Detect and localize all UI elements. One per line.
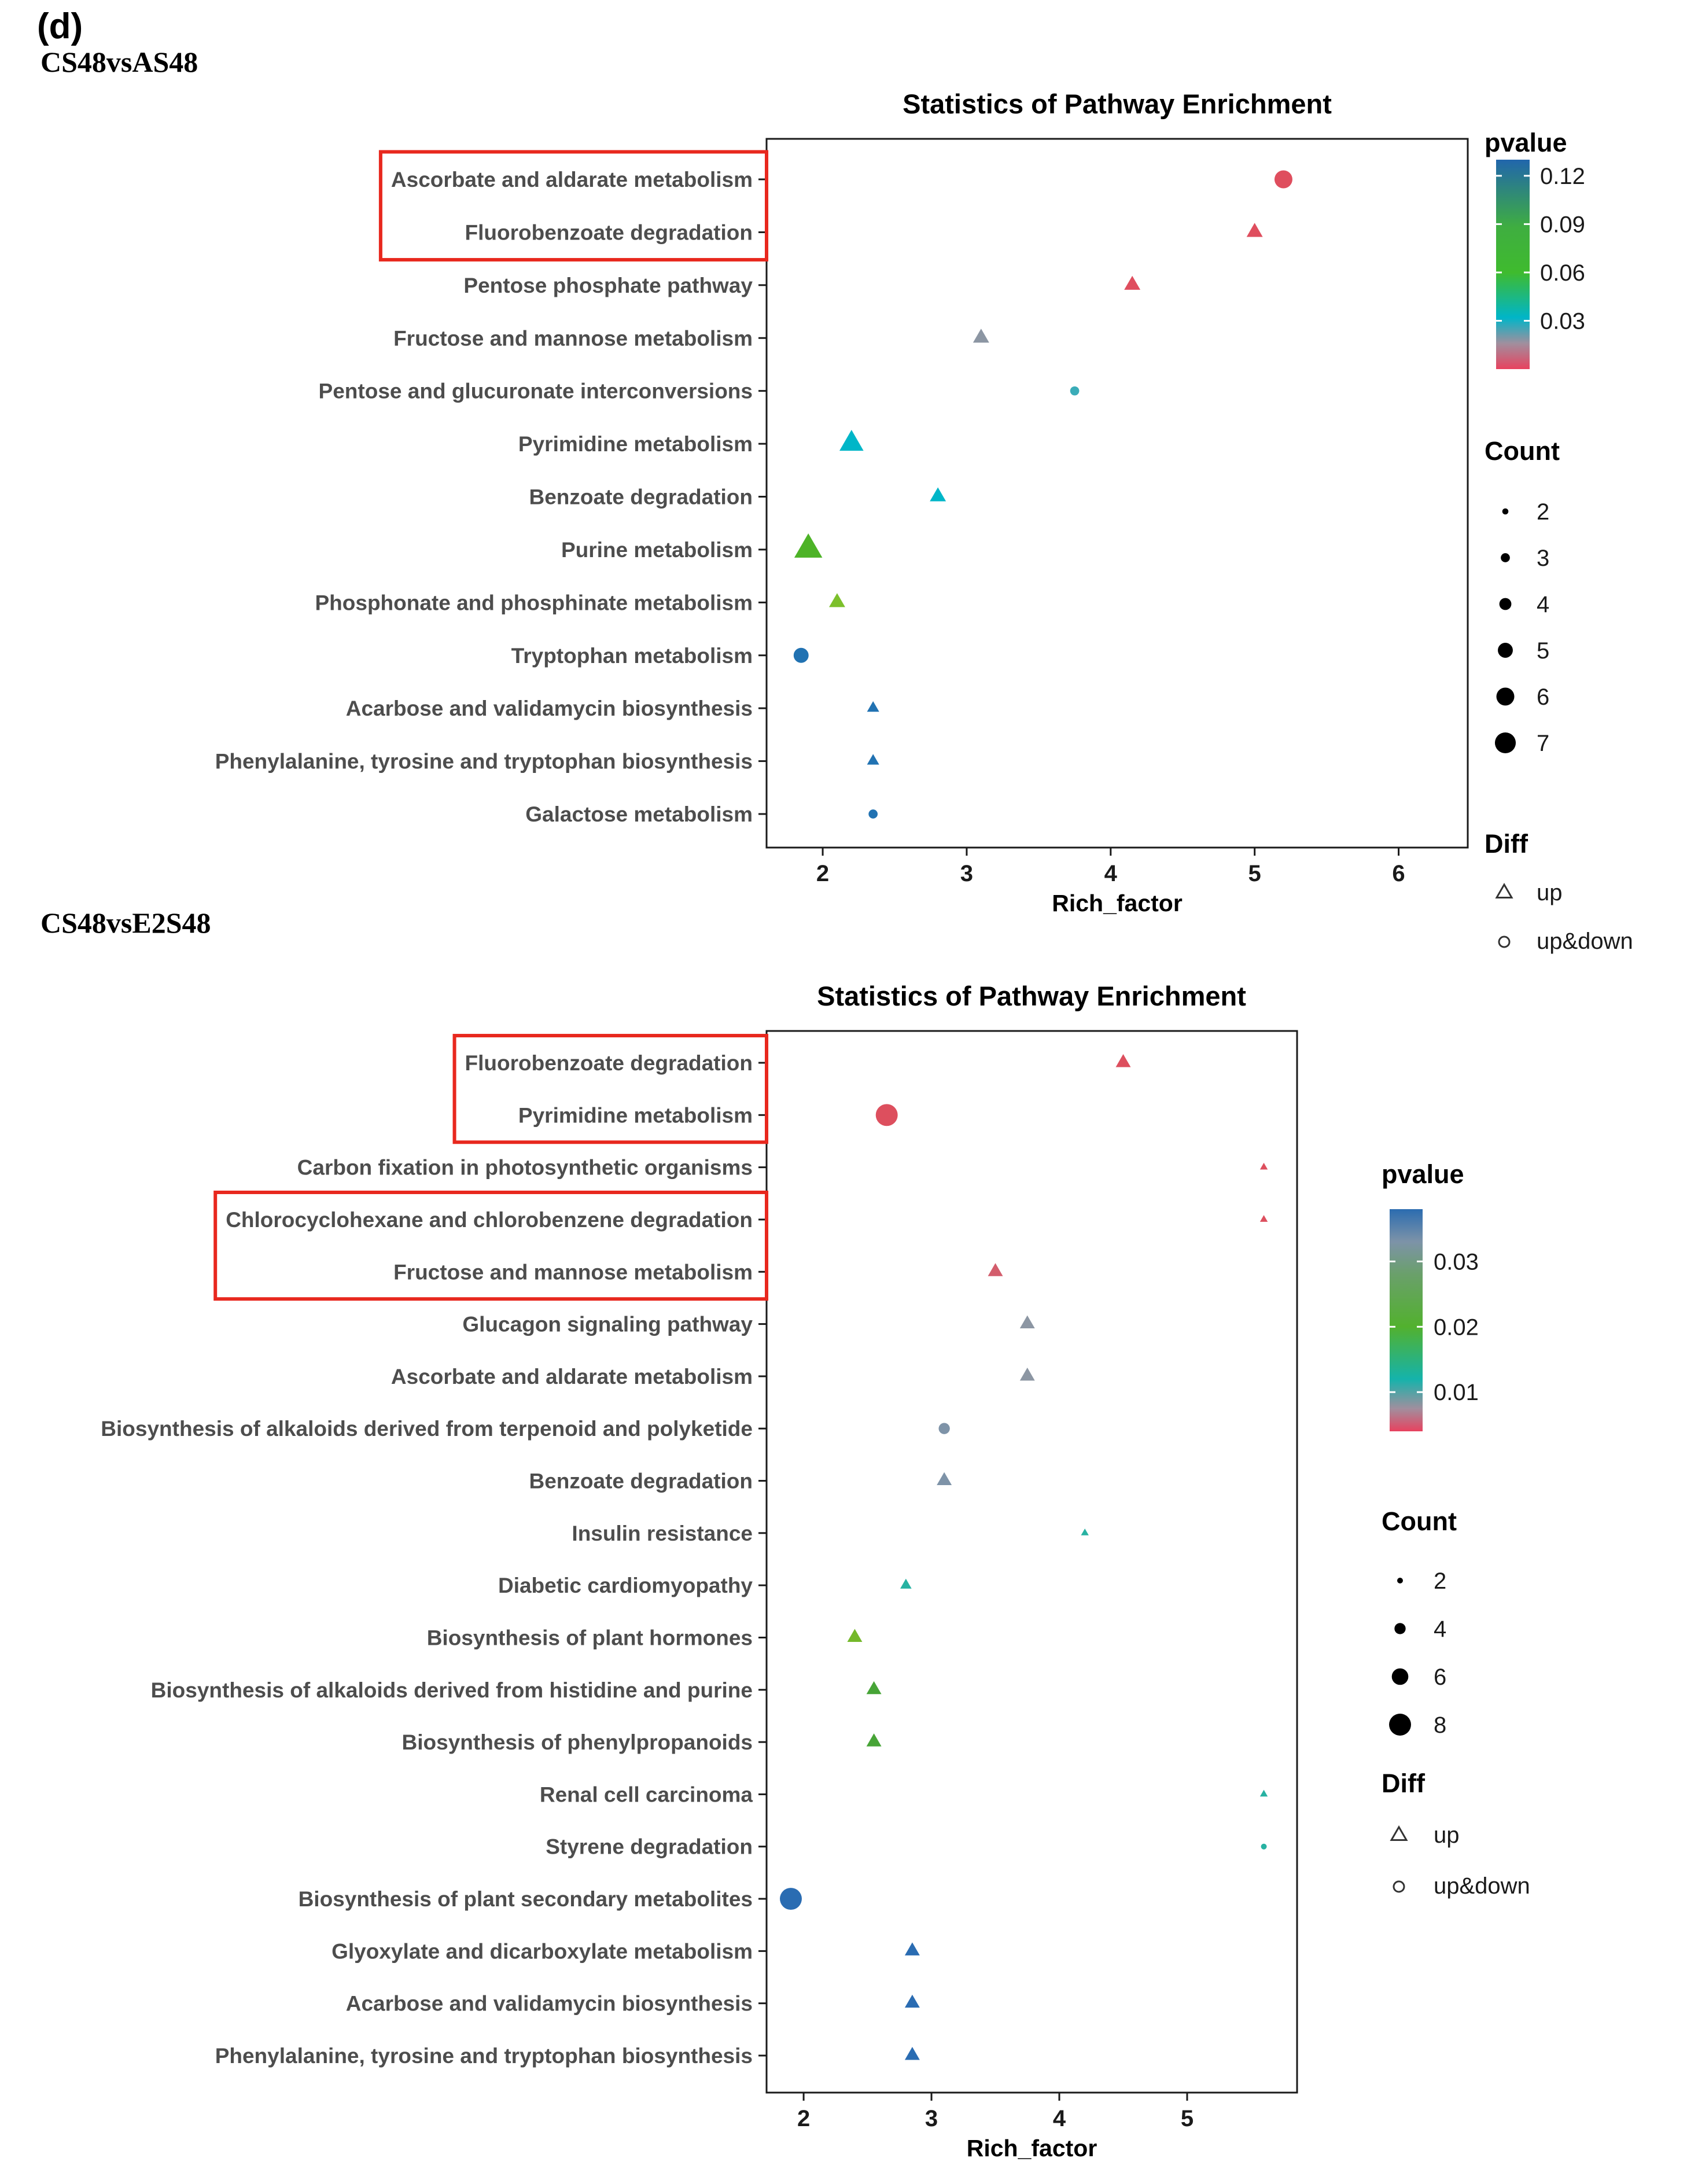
pvalue-tick-label: 0.01 xyxy=(1434,1380,1479,1406)
data-point-circle xyxy=(1070,386,1080,396)
plot-area xyxy=(767,139,1468,848)
category-label: Biosynthesis of plant secondary metabolites xyxy=(298,1887,753,1912)
count-legend-dot xyxy=(1397,1578,1403,1583)
data-point-circle xyxy=(794,648,809,663)
category-label: Insulin resistance xyxy=(572,1521,753,1545)
count-legend-label: 3 xyxy=(1537,546,1550,571)
count-legend-dot xyxy=(1495,732,1516,753)
x-tick-label: 2 xyxy=(797,2106,811,2131)
panel2-name: CS48vsE2S48 xyxy=(40,907,211,939)
pvalue-colorbar xyxy=(1390,1209,1423,1431)
category-label: Pentose phosphate pathway xyxy=(463,273,753,297)
diff-up-triangle-icon xyxy=(1391,1827,1406,1840)
count-legend-label: 2 xyxy=(1537,499,1550,525)
x-axis-title: Rich_factor xyxy=(1052,890,1183,916)
count-legend-label: 7 xyxy=(1537,731,1550,756)
category-label: Tryptophan metabolism xyxy=(511,643,753,668)
pvalue-legend-title: pvalue xyxy=(1382,1159,1464,1189)
category-label: Phenylalanine, tyrosine and tryptophan biosynthesis xyxy=(215,2044,753,2068)
diff-legend-label: up xyxy=(1434,1822,1460,1848)
count-legend-dot xyxy=(1500,598,1512,610)
x-tick-label: 5 xyxy=(1248,861,1261,886)
count-legend-dot xyxy=(1394,1623,1405,1634)
data-point-circle xyxy=(876,1104,898,1126)
x-tick-label: 3 xyxy=(924,2106,938,2131)
x-tick-label: 4 xyxy=(1104,861,1117,886)
x-axis-title: Rich_factor xyxy=(966,2135,1097,2161)
count-legend-label: 4 xyxy=(1434,1616,1447,1642)
chart-title: Statistics of Pathway Enrichment xyxy=(903,89,1332,119)
figure-label: (d) xyxy=(37,6,83,46)
pvalue-tick-label: 0.09 xyxy=(1540,212,1585,238)
count-legend-label: 4 xyxy=(1537,592,1550,617)
category-label: Biosynthesis of plant hormones xyxy=(426,1626,753,1650)
diff-legend-label: up&down xyxy=(1434,1873,1530,1899)
category-label: Phosphonate and phosphinate metabolism xyxy=(315,591,753,615)
category-label: Galactose metabolism xyxy=(525,802,753,826)
count-legend-label: 2 xyxy=(1434,1568,1447,1594)
category-label: Biosynthesis of alkaloids derived from histidine and purine xyxy=(150,1678,753,1702)
pvalue-tick-label: 0.06 xyxy=(1540,260,1585,286)
category-label: Acarbose and validamycin biosynthesis xyxy=(345,1991,753,2016)
data-point-circle xyxy=(780,1888,802,1910)
category-label: Chlorocyclohexane and chlorobenzene degradation xyxy=(226,1207,753,1232)
x-tick-label: 2 xyxy=(816,861,830,886)
category-label: Pentose and glucuronate interconversions xyxy=(318,379,753,403)
x-tick-label: 3 xyxy=(960,861,974,886)
panel-CS48vsAS48 xyxy=(215,89,1633,954)
category-label: Phenylalanine, tyrosine and tryptophan biosynthesis xyxy=(215,749,753,774)
count-legend-dot xyxy=(1497,688,1515,706)
category-label: Fructose and mannose metabolism xyxy=(393,1260,753,1284)
category-label: Diabetic cardiomyopathy xyxy=(498,1574,753,1598)
category-label: Biosynthesis of phenylpropanoids xyxy=(402,1730,753,1755)
diff-updown-circle-icon xyxy=(1499,937,1509,947)
diff-legend-label: up xyxy=(1537,880,1563,905)
data-point-circle xyxy=(868,809,878,819)
count-legend-label: 6 xyxy=(1434,1664,1447,1690)
category-label: Biosynthesis of alkaloids derived from terpenoid and polyketide xyxy=(101,1417,753,1441)
count-legend-label: 6 xyxy=(1537,684,1550,710)
pvalue-colorbar xyxy=(1496,160,1530,369)
category-label: Ascorbate and aldarate metabolism xyxy=(391,168,753,191)
category-label: Fluorobenzoate degradation xyxy=(465,220,753,245)
pvalue-tick-label: 0.03 xyxy=(1434,1249,1479,1275)
category-label: Benzoate degradation xyxy=(529,485,753,509)
x-tick-label: 4 xyxy=(1052,2106,1066,2131)
category-label: Glyoxylate and dicarboxylate metabolism xyxy=(332,1939,753,1964)
category-label: Fructose and mannose metabolism xyxy=(393,326,753,351)
count-legend-dot xyxy=(1389,1714,1411,1736)
count-legend-dot xyxy=(1502,509,1509,515)
data-point-circle xyxy=(1261,1844,1267,1850)
count-legend-label: 8 xyxy=(1434,1712,1447,1738)
count-legend-dot xyxy=(1392,1669,1409,1685)
diff-up-triangle-icon xyxy=(1497,885,1512,898)
x-tick-label: 5 xyxy=(1180,2106,1194,2131)
diff-legend-title: Diff xyxy=(1382,1769,1425,1798)
diff-legend-title: Diff xyxy=(1485,829,1528,859)
category-label: Glucagon signaling pathway xyxy=(462,1312,753,1336)
chart-title: Statistics of Pathway Enrichment xyxy=(817,981,1246,1011)
category-label: Acarbose and validamycin biosynthesis xyxy=(345,697,753,721)
category-label: Renal cell carcinoma xyxy=(539,1782,753,1807)
count-legend-label: 5 xyxy=(1537,638,1550,664)
data-point-circle xyxy=(938,1423,949,1434)
plot-area xyxy=(767,1031,1297,2093)
diff-legend-label: up&down xyxy=(1537,929,1633,954)
category-label: Fluorobenzoate degradation xyxy=(465,1051,753,1075)
pvalue-tick-label: 0.12 xyxy=(1540,163,1585,189)
category-label: Ascorbate and aldarate metabolism xyxy=(391,1364,753,1389)
count-legend-title: Count xyxy=(1485,436,1560,466)
category-label: Benzoate degradation xyxy=(529,1469,753,1493)
count-legend-dot xyxy=(1498,643,1513,658)
panel1-name: CS48vsAS48 xyxy=(40,46,198,78)
category-label: Pyrimidine metabolism xyxy=(518,432,753,456)
category-label: Pyrimidine metabolism xyxy=(518,1103,753,1128)
panel-CS48vsE2S48 xyxy=(101,981,1530,2161)
pvalue-tick-label: 0.03 xyxy=(1540,308,1585,334)
diff-updown-circle-icon xyxy=(1394,1881,1404,1892)
pvalue-tick-label: 0.02 xyxy=(1434,1314,1479,1340)
pvalue-legend-title: pvalue xyxy=(1485,128,1567,157)
category-label: Styrene degradation xyxy=(546,1835,753,1859)
x-tick-label: 6 xyxy=(1392,861,1405,886)
count-legend-dot xyxy=(1501,553,1510,562)
category-label: Carbon fixation in photosynthetic organisms xyxy=(297,1155,753,1180)
data-point-circle xyxy=(1275,171,1292,189)
category-label: Purine metabolism xyxy=(561,537,753,562)
count-legend-title: Count xyxy=(1382,1507,1457,1536)
